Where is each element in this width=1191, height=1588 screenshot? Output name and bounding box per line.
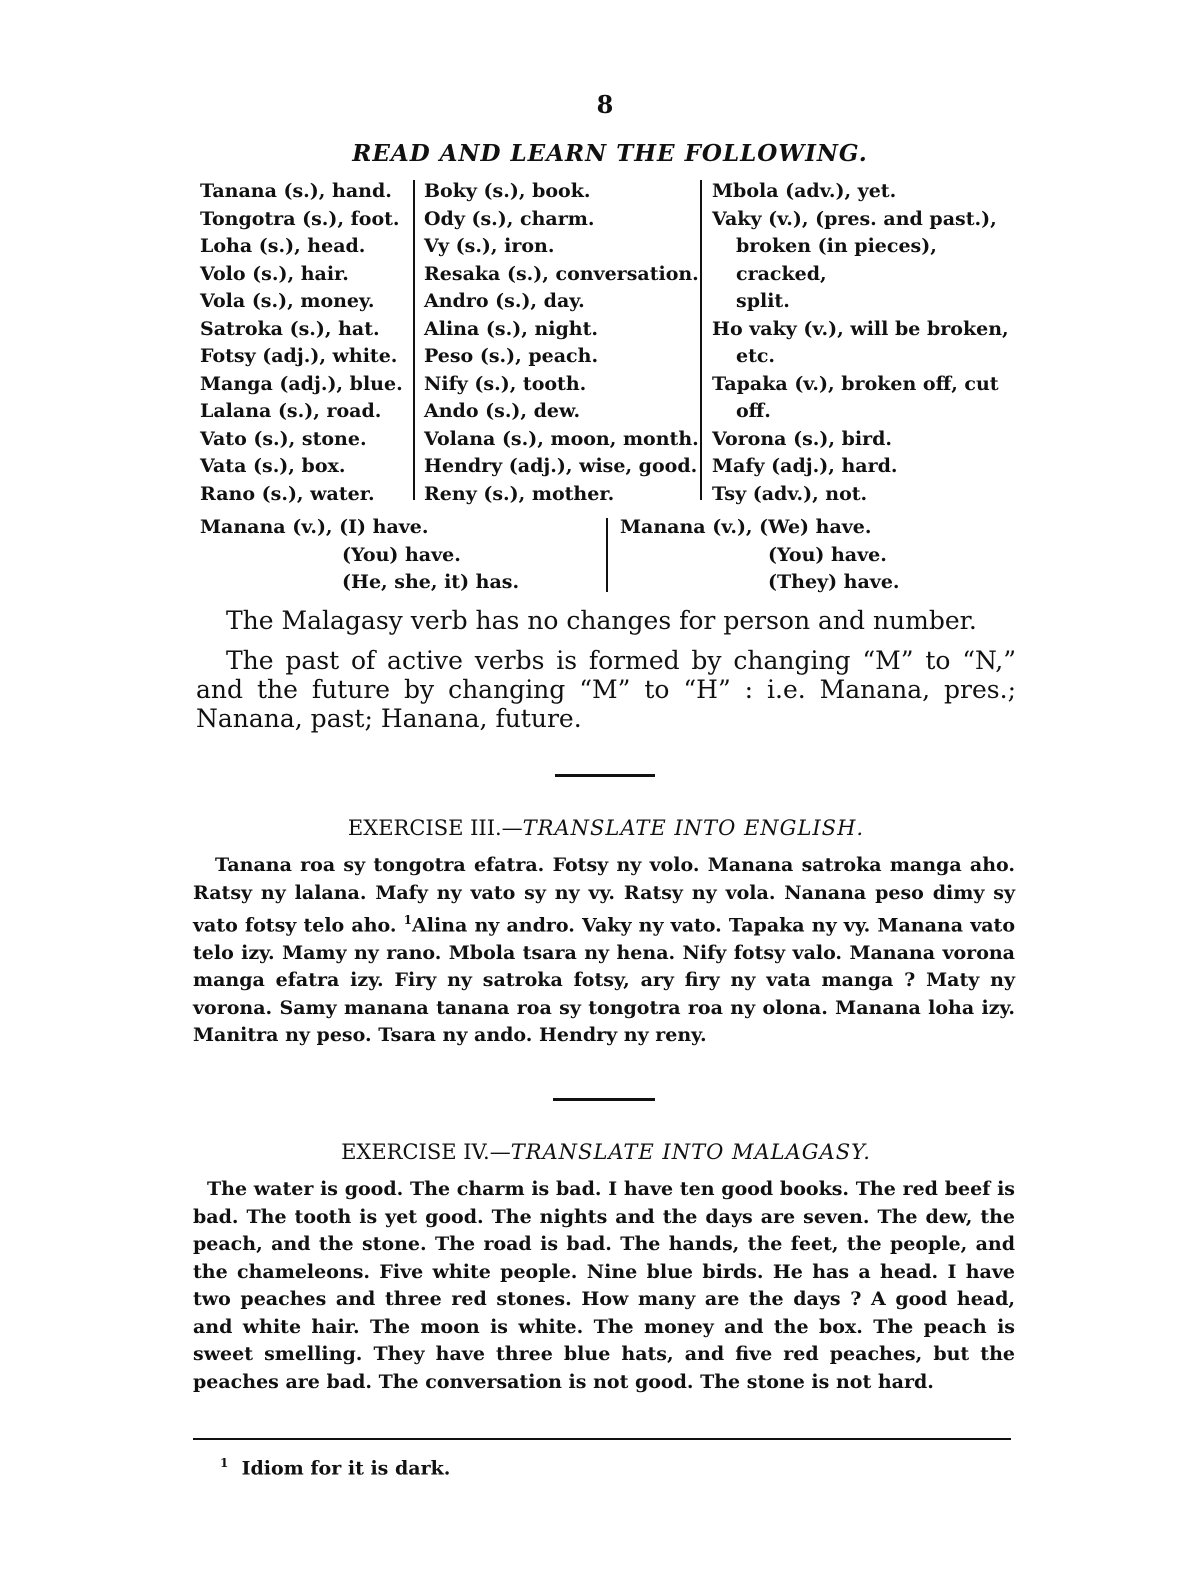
footnote-number: 1 — [220, 1456, 229, 1470]
conjugation-line: (He, she, it) has. — [342, 571, 520, 593]
conjugation-line: Manana (v.), (We) have. — [620, 516, 872, 538]
vocab-entry: Vato (s.), stone. — [200, 427, 367, 450]
vocab-entry: Boky (s.), book. — [424, 180, 591, 202]
vocab-column-1 — [200, 178, 408, 508]
vocab-entry: Loha (s.), head. — [200, 235, 366, 257]
vocab-entry: Nify (s.), tooth. — [424, 372, 587, 395]
vocab-entry: Satroka (s.), hat. — [200, 317, 380, 340]
vocab-entry-continued: off. — [736, 400, 771, 422]
vocab-entry: Fotsy (adj.), white. — [200, 345, 398, 367]
grammar-rule: The Malagasy verb has no changes for person and number. — [226, 606, 977, 635]
vocab-entry: Lalana (s.), road. — [200, 400, 382, 422]
footnote-text: Idiom for it is dark. — [241, 1457, 451, 1480]
vocab-entry: Tapaka (v.), broken off, cut — [712, 372, 999, 395]
exercise-4-heading — [196, 1140, 1016, 1164]
column-divider — [700, 180, 702, 500]
exercise-3-heading-prefix: EXERCISE III.— — [347, 816, 523, 840]
page-number: 8 — [596, 90, 614, 119]
conjugation-line: (They) have. — [768, 571, 900, 593]
conjugation-divider — [606, 518, 608, 592]
vocab-entry: Vorona (s.), bird. — [712, 427, 893, 450]
grammar-rule: The past of active verbs is formed by changing “M” to “N,” and the future by changing “M” to “H” : i.e. Manana, pres.; Nanana, past; Hanana, future. — [196, 646, 1016, 733]
vocab-column-2 — [424, 178, 699, 508]
vocab-entry: Vaky (v.), (pres. and past.), — [712, 207, 997, 230]
vocab-entry: Ando (s.), dew. — [424, 400, 581, 422]
vocab-entry: Volana (s.), moon, month. — [424, 427, 699, 450]
vocab-column-3 — [712, 178, 1017, 508]
conjugation-line: (You) have. — [342, 543, 461, 566]
conjugation-line: Manana (v.), (I) have. — [200, 516, 429, 538]
exercise-4-heading-prefix: EXERCISE IV.— — [341, 1140, 511, 1164]
vocab-entry: Vata (s.), box. — [200, 455, 346, 477]
exercise-3-heading-instruction: TRANSLATE INTO ENGLISH. — [522, 816, 865, 840]
vocab-entry: Rano (s.), water. — [200, 482, 375, 505]
vocab-entry: Vola (s.), money. — [200, 290, 375, 312]
vocab-entry: Hendry (adj.), wise, good. — [424, 455, 698, 477]
section-divider — [555, 774, 655, 777]
vocab-entry: Ho vaky (v.), will be broken, — [712, 317, 1009, 340]
vocab-entry: Peso (s.), peach. — [424, 345, 599, 367]
vocab-entry: Mafy (adj.), hard. — [712, 455, 898, 477]
conjugation-plural — [620, 514, 950, 597]
section-title: READ AND LEARN THE FOLLOWING. — [352, 140, 868, 167]
vocab-entry: Volo (s.), hair. — [200, 262, 349, 285]
footnote-rule — [193, 1438, 1011, 1440]
exercise-3-text — [193, 852, 1015, 1050]
conjugation-line: (You) have. — [768, 543, 887, 566]
vocab-entry: Ody (s.), charm. — [424, 207, 595, 230]
vocab-entry: Reny (s.), mother. — [424, 482, 615, 505]
vocab-entry-continued: broken (in pieces), cracked, — [736, 235, 937, 285]
exercise-3-heading — [196, 816, 1016, 840]
footnote — [220, 1456, 450, 1479]
column-divider — [413, 180, 415, 500]
vocab-entry: Andro (s.), day. — [424, 290, 585, 312]
vocab-entry: Alina (s.), night. — [424, 317, 598, 340]
vocab-entry: Tanana (s.), hand. — [200, 180, 392, 202]
exercise-4-text: The water is good. The charm is bad. I have ten good books. The red beef is bad. The tooth is yet good. The nights and the days are seven. The dew, the peach, and the stone. The road is bad. The hands, the feet, the people, and the chameleons. Five white people. Nine blue birds. He has a head. I have two peaches and three red stones. How many are the days ? A good head, and white hair. The moon is white. The money and the box. The peach is sweet smelling. They have three blue hats, and five red peaches, but the peaches are bad. The conversation is not good. The stone is not hard. — [193, 1178, 1015, 1393]
section-divider — [553, 1098, 655, 1101]
vocab-entry-continued: etc. — [736, 345, 776, 367]
vocab-entry: Mbola (adv.), yet. — [712, 180, 897, 202]
vocab-entry: Tsy (adv.), not. — [712, 482, 868, 505]
vocab-entry: Vy (s.), iron. — [424, 235, 555, 257]
exercise-3-text-part: Tanana roa sy tongotra efatra. Fotsy ny volo. Manana satroka manga aho. Ratsy ny lalana. Mafy ny vato sy ny vy. Ratsy ny vola. Nanana peso dimy sy vato fotsy telo aho. — [193, 854, 1015, 937]
exercise-4-heading-instruction: TRANSLATE INTO MALAGASY. — [510, 1140, 871, 1164]
footnote-marker: 1 — [403, 913, 412, 927]
conjugation-singular — [200, 514, 580, 597]
vocab-entry: Tongotra (s.), foot. — [200, 207, 400, 230]
exercise-3-text-part: Alina ny andro. Vaky ny vato. Tapaka ny vy. Manana vato telo izy. Mamy ny rano. Mbola tsara ny hena. Nify fotsy valo. Manana vorona manga efatra izy. Firy ny satroka fotsy, ary firy ny vata manga ? Maty ny vorona. Samy manana tanana roa sy tongotra roa ny olona. Manana loha izy. Manitra ny peso. Tsara ny ando. Hendry ny reny. — [193, 914, 1015, 1047]
vocab-entry-continued: split. — [736, 290, 790, 312]
vocab-entry: Resaka (s.), conversation. — [424, 262, 699, 285]
vocab-entry: Manga (adj.), blue. — [200, 372, 403, 395]
